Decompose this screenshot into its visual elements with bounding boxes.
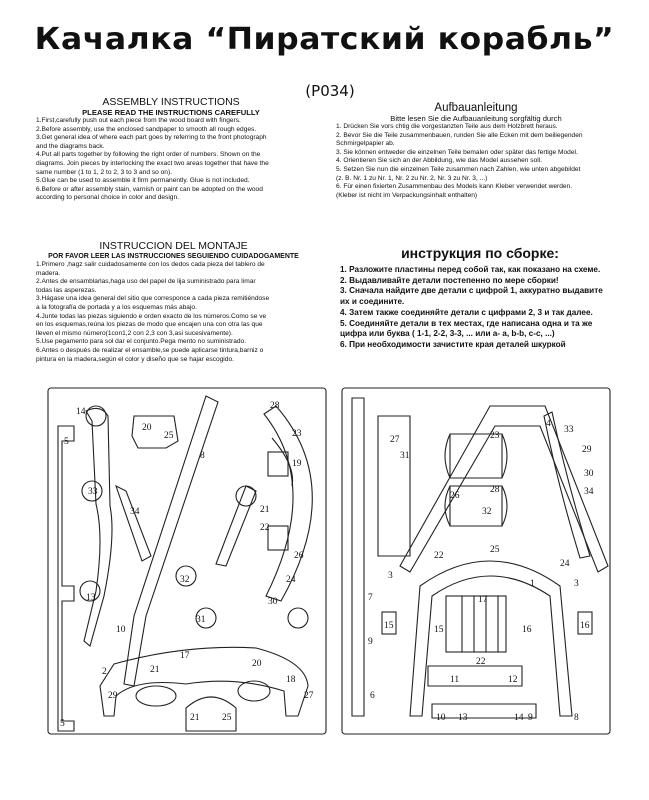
part-number-label: 25 <box>164 431 174 441</box>
ru-step: 5. Соединяйте детали в тех местах, где написана одна и та же <box>340 318 593 328</box>
section-russian <box>340 247 620 351</box>
part-number-label: 23 <box>490 431 500 441</box>
part-number-label: 20 <box>142 423 152 433</box>
spanish-subheading: POR FAVOR LEER LAS INSTRUCCIONES SEGUIENDO CUIDADOGAMENTE <box>48 253 299 260</box>
arch-part <box>410 561 572 716</box>
ru-step: цифра или буква ( 1-1, 2-2, 3-3, ... или а- а, b-b, c-c, ...) <box>340 329 555 339</box>
en-step: according to personal choice in color and design. <box>36 194 179 202</box>
es-step: madera. <box>36 269 61 277</box>
de-step: 5. Setzen Sie nun die einzelnen Teile zusammen nach Zahlen, wie unten abgebildet <box>336 165 581 173</box>
part-number-label: 34 <box>584 487 594 497</box>
part-number-label: 12 <box>508 675 518 685</box>
en-step: and the diagrams back. <box>36 142 105 150</box>
ru-step: 3. Сначала найдите две детали с цифрой 1, аккуратно выдавите <box>340 286 603 296</box>
part-number-label: 18 <box>286 675 296 685</box>
part-number-label: 32 <box>482 507 492 517</box>
section-english <box>36 96 306 203</box>
part-number-label: 29 <box>108 691 118 701</box>
ru-step: 4. Затем также соединяйте детали с цифрами 2, 3 и так далее. <box>340 307 593 317</box>
parts-sheet-left-drawing <box>46 386 328 738</box>
part-number-label: 24 <box>560 559 570 569</box>
part-number-label: 14 <box>76 407 86 417</box>
es-step: 1.Primero ,hagz salir cuidadosamente con los dedos cada pieza del tablero de <box>36 261 265 268</box>
part-number-label: 16 <box>522 625 532 635</box>
part-number-label: 10 <box>436 713 446 723</box>
spanish-steps <box>36 261 311 364</box>
part-number-label: 11 <box>450 675 460 685</box>
es-step: pintura en la madera,según el color y diseño que se hajar escogido. <box>36 355 234 363</box>
ru-step: их и соедините. <box>340 297 405 307</box>
parts-sheet-right-drawing <box>340 386 612 738</box>
de-step: Schmirgelpapier ab. <box>336 140 395 148</box>
de-step: 6. Für einen fixierten Zusammenbau des Models kann Kleber verwendet werden. <box>336 183 573 191</box>
es-step: en los esquemas,reúna los piezas de modo que encajen una con otra las que <box>36 321 263 329</box>
part-number-label: 1 <box>530 579 535 589</box>
de-step: 4. Orientieren Sie sich an der Abbildung, wie das Model aussehen soll. <box>336 157 542 165</box>
de-step: 2. Bevor Sie die Teile zusammenbauen, runden Sie alle Ecken mit dem beiliegenden <box>336 131 583 139</box>
product-code: (P034) <box>305 82 355 100</box>
part-number-label: 20 <box>252 659 262 669</box>
part-number-label: 33 <box>564 425 574 435</box>
center-block-part <box>446 596 506 652</box>
right-left-strip <box>352 398 364 716</box>
ru-step: 2. Выдавливайте детали постепенно по мере сборки! <box>340 275 559 285</box>
part-number-label: 10 <box>116 625 126 635</box>
es-step: 6.Antes o después de realizar el ensamble,se puede aplicarse tintura,barniz o <box>36 346 264 354</box>
part-number-label: 4 <box>546 419 551 429</box>
part-number-label: 17 <box>180 651 190 661</box>
part-number-label: 27 <box>304 691 314 701</box>
part-number-label: 27 <box>390 435 400 445</box>
part-number-label: 19 <box>292 459 302 469</box>
ru-step: 6. При необходимости зачистите края деталей шкуркой <box>340 339 566 349</box>
part-number-label: 34 <box>130 507 140 517</box>
part-number-label: 6 <box>370 691 375 701</box>
part-number-label: 30 <box>268 597 278 607</box>
part-number-label: 3 <box>574 579 579 589</box>
es-step: 5.Use pegamento para sol dar el conjunto.Pega mento no suministrado. <box>36 338 247 346</box>
part-number-label: 22 <box>476 657 486 667</box>
arc-ring-part <box>264 406 312 601</box>
en-step: same number (1 to 1, 2 to 2, 3 to 3 and so on). <box>36 168 172 176</box>
rocker-hole-left <box>136 686 176 706</box>
part-number-label: 14 <box>514 713 524 723</box>
de-step: 3. Sie können entweder die einzelnen Teile bemalen oder später das fertige Model. <box>336 148 578 156</box>
en-step: 3.Get general idea of where each part goes by referring to the front photograph <box>36 134 267 142</box>
german-heading: Aufbauanleitung <box>434 102 518 114</box>
part-number-label: 15 <box>384 621 394 631</box>
de-step: 1. Drücken Sie vors chtig die vorgestanzten Teile aus dem Holzbrett heraus. <box>336 123 558 130</box>
part-number-label: 33 <box>88 487 98 497</box>
sheet-right-border <box>342 388 610 734</box>
part-number-label: 30 <box>584 469 594 479</box>
part-number-label: 5 <box>64 437 69 447</box>
ru-step: 1. Разложите пластины перед собой так, как показано на схеме. <box>340 265 601 274</box>
part-number-label: 23 <box>292 429 302 439</box>
en-step: 2.Before assembly, use the enclosed sandpaper to smooth all rough edges. <box>36 125 257 133</box>
section-german <box>336 102 616 200</box>
part-number-label: 26 <box>294 551 304 561</box>
german-subheading: Bitte lesen Sie die Aufbauanleitung sorgfältig durch <box>390 114 562 123</box>
part-number-label: 21 <box>190 713 200 723</box>
hole-32-top <box>236 486 256 506</box>
part-number-label: 8 <box>574 713 579 723</box>
es-step: a la fotografía de portada y a los esquemas más abajo. <box>36 303 197 311</box>
part-number-label: 22 <box>434 551 444 561</box>
en-step: 4.Put all parts together by following the right order of numbers. Shown on the <box>36 151 261 159</box>
page-title: Качалка “Пиратский корабль” <box>34 22 615 57</box>
part-number-label: 29 <box>582 445 592 455</box>
hole-30 <box>288 608 308 628</box>
part-number-label: 2 <box>102 667 107 677</box>
part-number-label: 21 <box>150 665 160 675</box>
strip-34-part <box>116 486 151 561</box>
rocker-part <box>100 647 308 716</box>
en-step: 1.First,carefully push out each piece from the wood board with fingers. <box>36 117 241 124</box>
part-number-label: 7 <box>368 593 373 603</box>
part-number-label: 13 <box>86 593 96 603</box>
parts-sheet-right <box>340 386 612 738</box>
en-step: 5.Glue can be used to assemble it firm permanently. Glue is not included. <box>36 177 250 185</box>
section-spanish <box>36 240 311 364</box>
es-step: lleven el mismo número(1con1,2 con 2,3 con 3,asi sucesivamente). <box>36 329 233 337</box>
part-number-label: 3 <box>388 571 393 581</box>
slot-26 <box>268 526 288 550</box>
left-bar-part <box>58 426 74 731</box>
part-number-label: 25 <box>222 713 232 723</box>
es-step: 3.Hágase una idea general del sitio que corresponce a cada pieza remitiéndose <box>36 295 270 303</box>
en-step: diagrams. Join pieces by interlocking the exact two areas together that have the <box>36 159 269 167</box>
part-number-label: 8 <box>200 451 205 461</box>
part-number-label: 31 <box>196 615 206 625</box>
english-heading: ASSEMBLY INSTRUCTIONS <box>102 96 240 108</box>
part-number-label: 25 <box>490 545 500 555</box>
part-number-label: 5 <box>60 719 65 729</box>
part-number-label: 26 <box>450 491 460 501</box>
part-number-label: 15 <box>434 625 444 635</box>
russian-steps <box>340 265 620 351</box>
part-number-label: 32 <box>180 575 190 585</box>
sheet-left-border <box>48 388 326 734</box>
part-number-label: 28 <box>490 485 500 495</box>
part-number-label: 9 <box>368 637 373 647</box>
part-number-label: 9 <box>528 713 533 723</box>
part-number-label: 28 <box>270 401 280 411</box>
german-steps <box>336 123 616 200</box>
part-number-label: 16 <box>580 621 590 631</box>
curved-arm-part <box>84 408 112 646</box>
english-steps <box>36 117 306 203</box>
part-number-label: 24 <box>286 575 296 585</box>
russian-heading: инструкция по сборке: <box>401 245 559 261</box>
de-step: (z. B. Nr. 1 zu Nr. 1, Nr. 2 zu Nr. 2, Nr. 3 zu Nr. 3, ...) <box>336 174 488 182</box>
es-step: 4.Junte todas las piezas siguiendo e orden exacto de los números.Como se ve <box>36 312 267 320</box>
es-step: todas las asperezas. <box>36 286 97 294</box>
en-step: 6.Before or after assembly stain, varnish or paint can be adopted on the wood <box>36 185 263 193</box>
part-number-label: 22 <box>260 523 270 533</box>
part-number-label: 31 <box>400 451 410 461</box>
parts-sheet-left <box>46 386 328 738</box>
part-number-label: 21 <box>260 505 270 515</box>
de-step: (Kleber ist nicht im Verpackungsinhalt enthalten) <box>336 191 478 199</box>
english-subheading: PLEASE READ THE INSTRUCTIONS CAREFULLY <box>82 108 260 117</box>
es-step: 2.Antes de ensamblarlas,haga uso del papel de lija suministrado para limar <box>36 278 256 286</box>
part-number-label: 13 <box>458 713 468 723</box>
part-number-label: 17 <box>478 595 488 605</box>
spanish-heading: INSTRUCCION DEL MONTAJE <box>99 240 248 252</box>
